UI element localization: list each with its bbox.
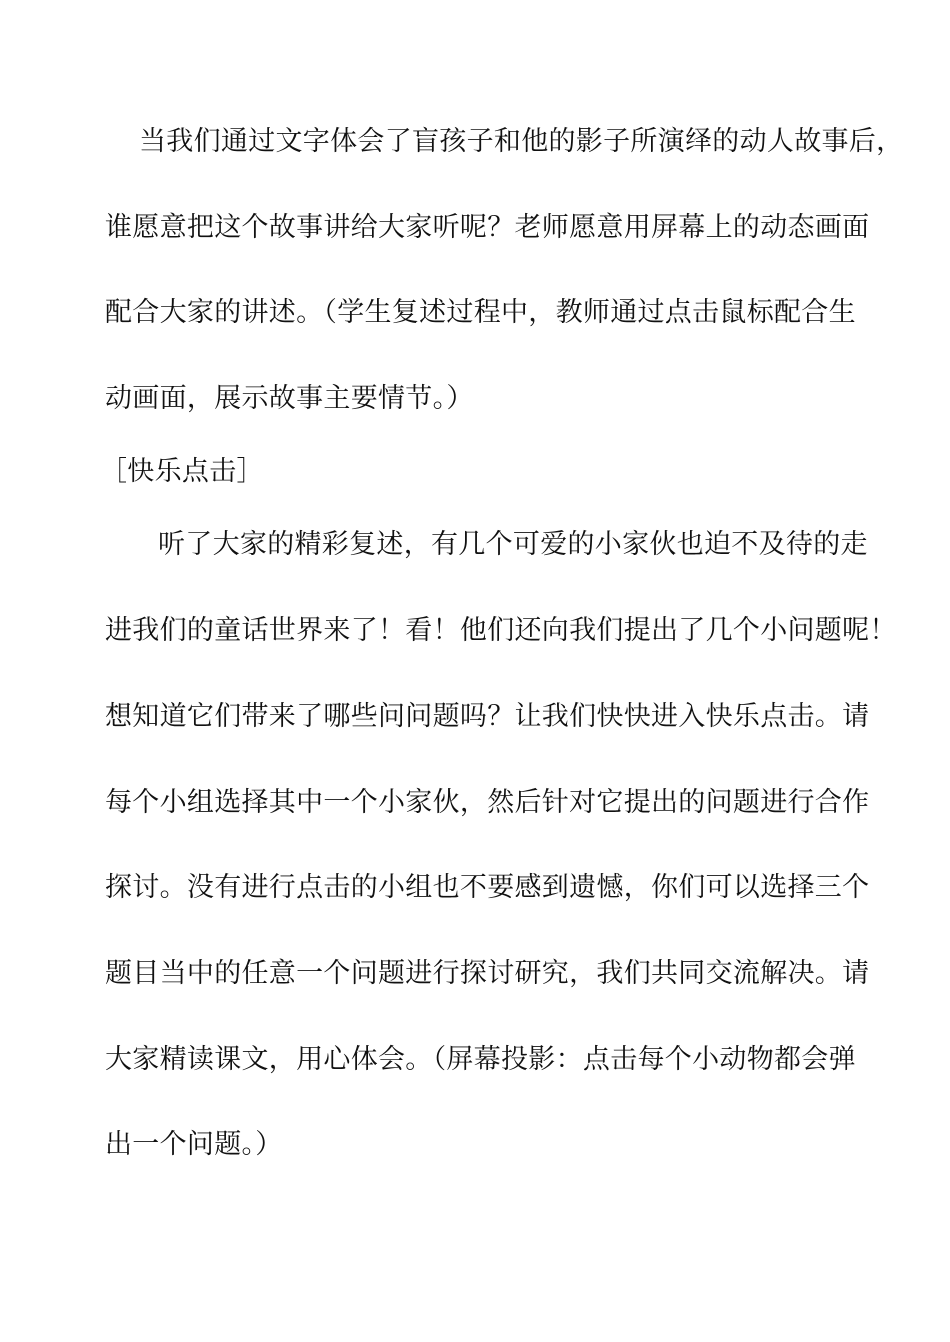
paragraph-2-line-6: 题目当中的任意一个问题进行探讨研究，我们共同交流解决。请 xyxy=(105,958,870,989)
section-heading: ［快乐点击］ xyxy=(100,456,264,487)
paragraph-1-line-4: 动画面，展示故事主要情节。） xyxy=(105,383,474,414)
paragraph-2-line-1: 听了大家的精彩复述，有几个可爱的小家伙也迫不及待的走 xyxy=(158,529,868,560)
paragraph-2-line-2: 进我们的童话世界来了！看！他们还向我们提出了几个小问题呢！ xyxy=(105,615,897,646)
paragraph-1-line-2: 谁愿意把这个故事讲给大家听呢？老师愿意用屏幕上的动态画面 xyxy=(105,212,870,243)
paragraph-2-line-3: 想知道它们带来了哪些问问题吗？让我们快快进入快乐点击。请 xyxy=(105,701,870,732)
paragraph-2-line-8: 出一个问题。） xyxy=(105,1129,283,1160)
paragraph-2-line-5: 探讨。没有进行点击的小组也不要感到遗憾，你们可以选择三个 xyxy=(105,872,870,903)
paragraph-2-line-4: 每个小组选择其中一个小家伙，然后针对它提出的问题进行合作 xyxy=(105,787,870,818)
paragraph-1-line-3: 配合大家的讲述。（学生复述过程中，教师通过点击鼠标配合生 xyxy=(105,297,856,328)
paragraph-1-line-1: 当我们通过文字体会了盲孩子和他的影子所演绎的动人故事后， xyxy=(139,126,904,157)
paragraph-2-line-7: 大家精读课文，用心体会。（屏幕投影：点击每个小动物都会弹 xyxy=(105,1044,856,1075)
